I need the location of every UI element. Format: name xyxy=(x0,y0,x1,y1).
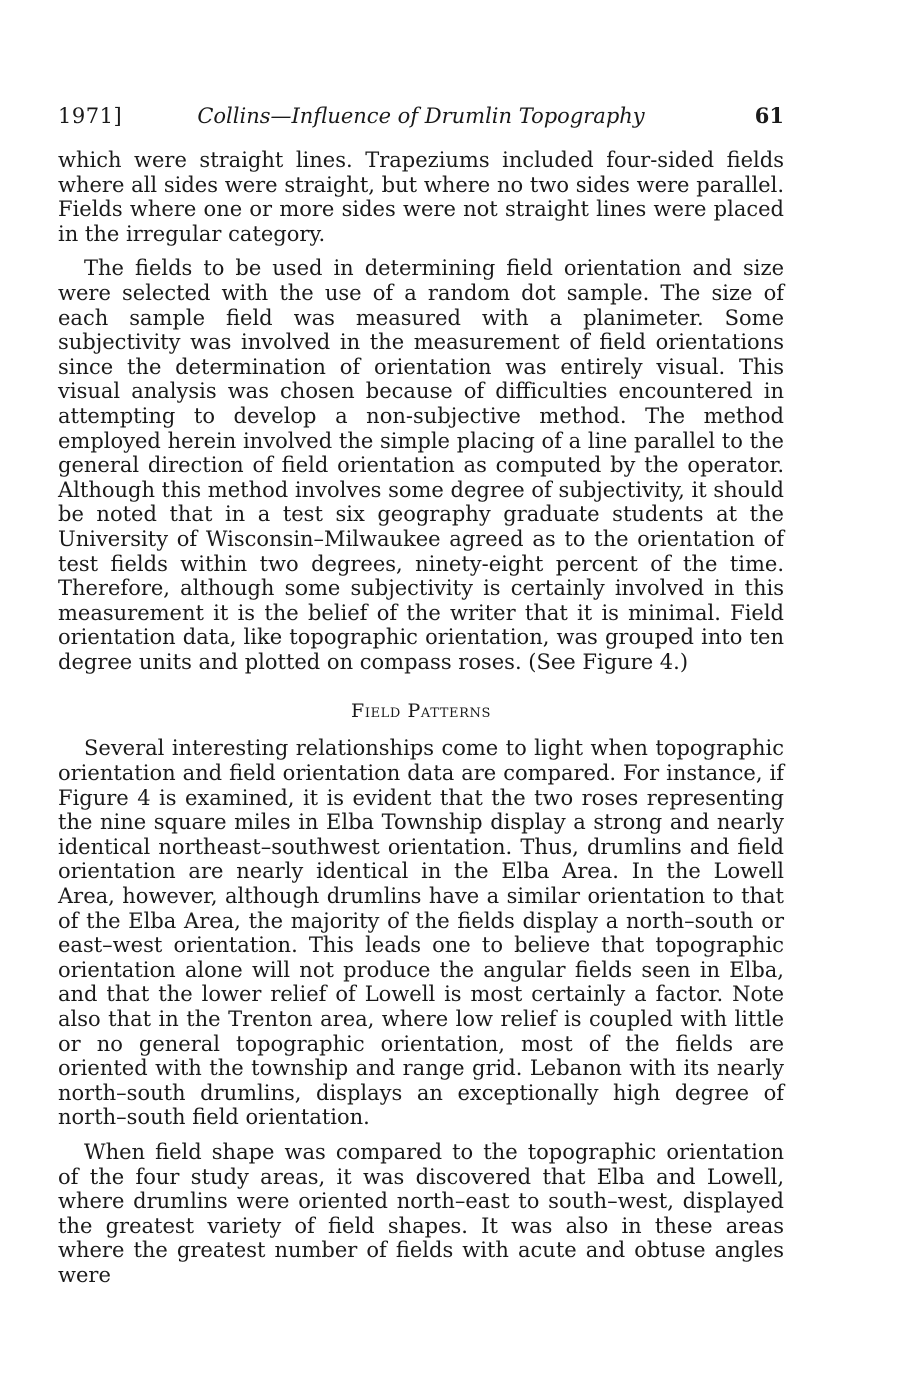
page-number: 61 xyxy=(754,103,784,128)
paragraph-continuation: which were straight lines. Trapeziums included four-sided fields where all sides were straight, but where no two sides were parallel. Fields where one or more sides were not straight lines were placed in the irregular category. xyxy=(58,148,784,246)
page xyxy=(58,96,784,1288)
header-title: Collins—Influence of Drumlin Topography xyxy=(197,104,645,128)
paragraph-field-selection: The fields to be used in determining field orientation and size were selected with the use of a random dot sample. The size of each sample field was measured with a planimeter. Some subjectivity was involved in the measurement of field orientations since the determination of orientation was entirely visual. This visual analysis was chosen because of difficulties encountered in attempting to develop a non-subjective method. The method employed herein involved the simple placing of a line parallel to the general direction of field orientation as computed by the operator. Although this method involves some degree of subjectivity, it should be noted that in a test six geography graduate students at the University of Wisconsin–Milwaukee agreed as to the orientation of test fields within two degrees, ninety-eight percent of the time. Therefore, although some subjectivity is certainly involved in this measurement it is the belief of the writer that it is minimal. Field orientation data, like topographic orientation, was grouped into ten degree units and plotted on compass roses. (See Figure 4.) xyxy=(58,256,784,674)
header-year: 1971] xyxy=(58,104,123,128)
paragraph-relationships: Several interesting relationships come to light when topographic orientation and field orientation data are compared. For instance, if Figure 4 is examined, it is evident that the two roses representing the nine square miles in Elba Township display a strong and nearly identical northeast–southwest orientation. Thus, drumlins and field orientation are nearly identical in the Elba Area. In the Lowell Area, however, although drumlins have a similar orientation to that of the Elba Area, the majority of the fields display a north–south or east–west orientation. This leads one to believe that topographic orientation alone will not produce the angular fields seen in Elba, and that the lower relief of Lowell is most certainly a factor. Note also that in the Trenton area, where low relief is coupled with little or no general topographic orientation, most of the fields are oriented with the township and range grid. Lebanon with its nearly north–south drumlins, displays an exceptionally high degree of north–south field orientation. xyxy=(58,736,784,1130)
running-head xyxy=(58,96,784,136)
paragraph-field-shape: When field shape was compared to the topographic orientation of the four study areas, it was discovered that Elba and Lowell, where drumlins were oriented north–east to south–west, displayed the greatest variety of field shapes. It was also in these areas where the greatest number of fields with acute and obtuse angles were xyxy=(58,1139,784,1287)
section-heading: Field Patterns xyxy=(351,700,491,723)
